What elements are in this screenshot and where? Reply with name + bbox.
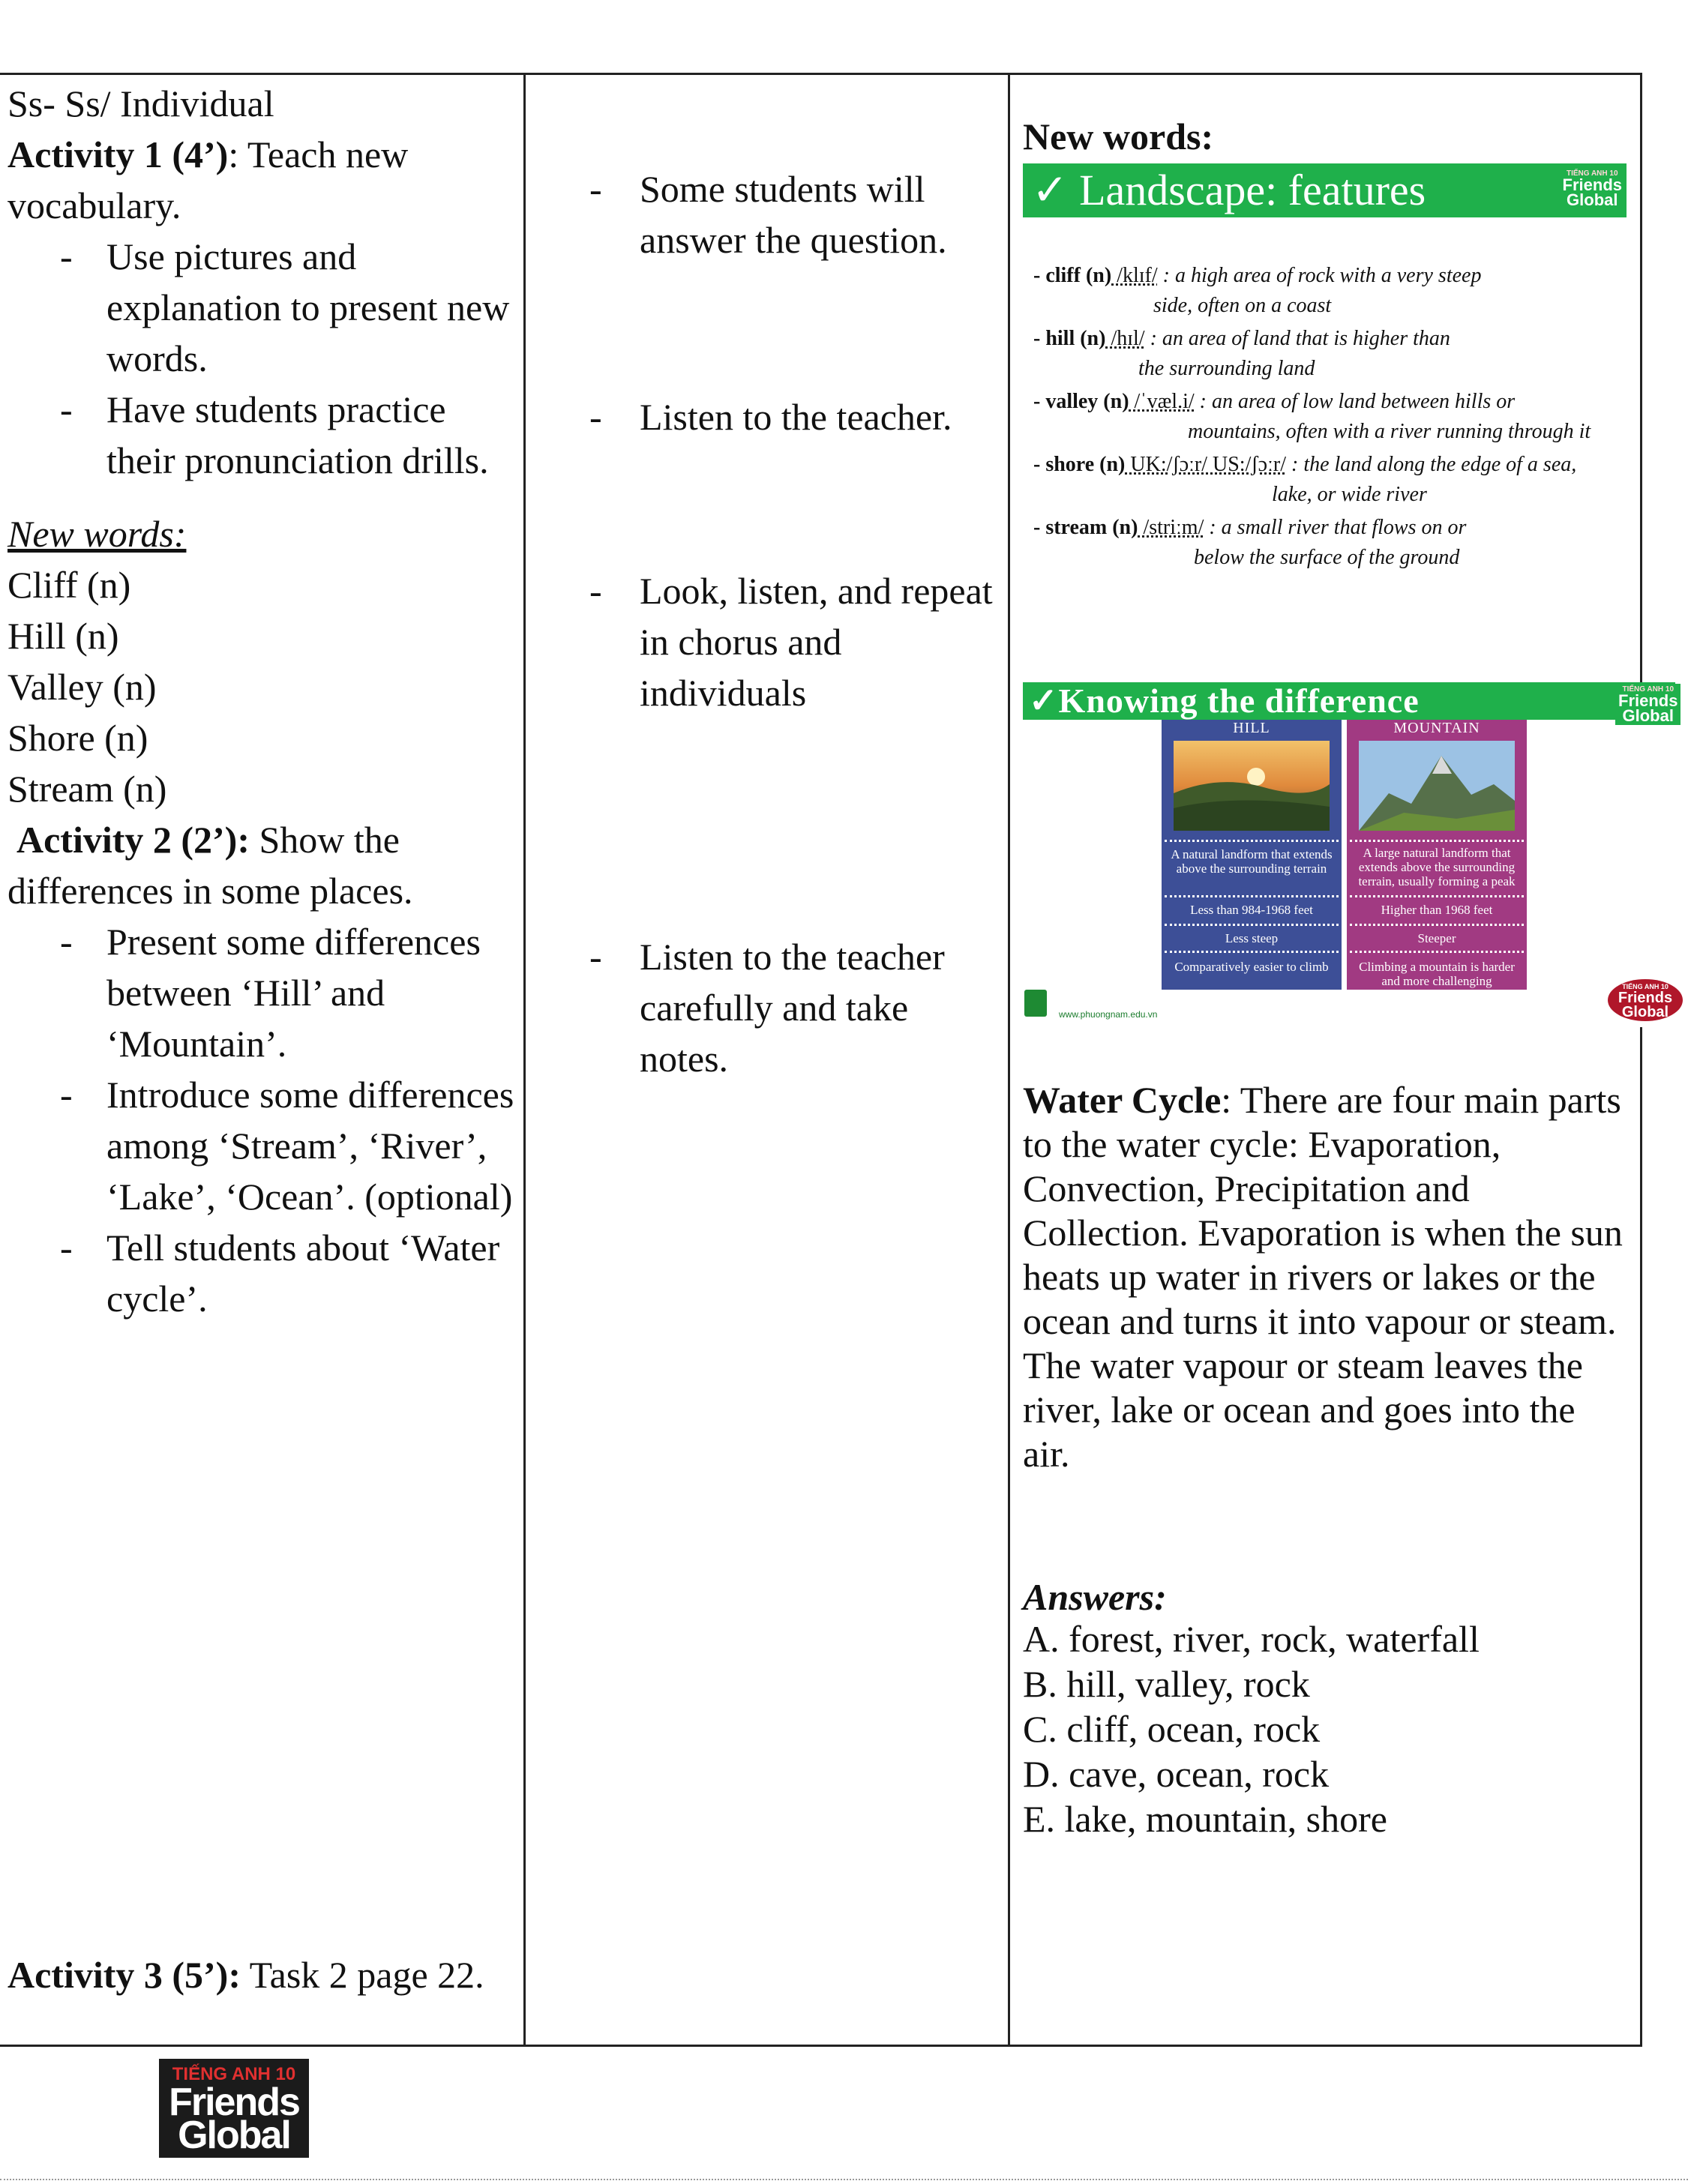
- friends-global-logo: TIẾNG ANH 10 Friends Global: [1562, 169, 1622, 209]
- definition-valley: - valley (n) /ˈvæl.i/ : an area of low land between hills or mountains, often with a river running through it: [1033, 390, 1591, 443]
- definition-cliff: - cliff (n) /klɪf/ : a high area of rock with a very steep side, often on a coast: [1033, 264, 1482, 317]
- definition-shore: - shore (n) UK:/ʃɔːr/ US:/ʃɔːr/ : the land along the edge of a sea, lake, or wide river: [1033, 453, 1577, 506]
- list-item: - Look, listen, and repeat in chorus and individuals: [589, 570, 993, 714]
- hill-photo-icon: [1174, 741, 1330, 831]
- list-item: - Some students will answer the question.: [589, 168, 947, 261]
- hill-height: Less than 984-1968 feet: [1190, 903, 1313, 917]
- activity-1-text: : Teach new vocabulary.: [7, 133, 409, 226]
- slide-title-bar: [1023, 682, 1675, 720]
- word-item: Hill (n): [7, 615, 119, 657]
- slide-title: ✓Knowing the difference: [1029, 682, 1420, 720]
- mountain-climb-card: [1347, 957, 1527, 990]
- water-cycle-paragraph: Water Cycle: There are four main parts to the water cycle: Evaporation, Convection, Precipitation and Collection. Evaporation is when the sun heats up water in rivers or lakes or the ocean and turns it into vapour or steam. The water vapour or steam leaves the river, lake or ocean and goes into the air.: [1023, 1079, 1623, 1475]
- list-item: - Have students practice their pronunciation drills.: [60, 388, 489, 481]
- friends-global-oval-logo: TIẾNG ANH 10 Friends Global: [1608, 979, 1683, 1021]
- list-item: B. hill, valley, rock: [1023, 1663, 1310, 1705]
- activity-1-label: Activity 1 (4’): [7, 133, 229, 175]
- hill-header: HILL: [1233, 720, 1270, 736]
- mountain-header: MOUNTAIN: [1393, 720, 1480, 736]
- footer-divider: [0, 2179, 1688, 2180]
- list-item: A. forest, river, rock, waterfall: [1023, 1618, 1480, 1660]
- slide-title-bar: [1023, 163, 1627, 217]
- list-item: - Present some differences between ‘Hill’ and ‘Mountain’.: [60, 921, 481, 1065]
- word-item: Cliff (n): [7, 564, 131, 606]
- answers-heading: Answers:: [1023, 1576, 1167, 1618]
- mountain-steepness: Steeper: [1417, 931, 1456, 945]
- activity-2-text: Show the differences in some places.: [7, 819, 413, 912]
- hill-steepness: Less steep: [1225, 931, 1279, 945]
- friends-global-logo: TIẾNG ANH 10 Friends Global: [1615, 684, 1681, 725]
- list-item: - Listen to the teacher.: [589, 396, 952, 438]
- hill-mountain-slide: [1023, 682, 1684, 1027]
- activity-3-text: Task 2 page 22.: [241, 1954, 484, 1996]
- teacher-activities-column: [7, 75, 517, 2045]
- mountain-card: [1347, 720, 1527, 961]
- word-item: Valley (n): [7, 666, 157, 708]
- new-words-heading: New words:: [7, 513, 187, 555]
- hill-climb-card: [1162, 957, 1342, 990]
- mountain-climb: Climbing a mountain is harder and more challenging: [1359, 960, 1515, 988]
- activity-3-label: Activity 3 (5’):: [7, 1954, 241, 1996]
- column-divider: [1008, 75, 1010, 2045]
- hill-climb: Comparatively easier to climb: [1174, 960, 1329, 974]
- new-words-heading: New words:: [1023, 115, 1214, 157]
- mountain-photo-icon: [1359, 741, 1515, 831]
- student-activities-column: [526, 75, 1008, 2045]
- definition-stream: - stream (n) /striːm/ : a small river that flows on or below the surface of the ground: [1033, 516, 1467, 569]
- interaction-mode: Ss- Ss/ Individual: [7, 82, 274, 124]
- hill-card: [1162, 720, 1342, 961]
- word-item: Shore (n): [7, 717, 148, 759]
- list-item: C. cliff, ocean, rock: [1023, 1708, 1321, 1750]
- mountain-height: Higher than 1968 feet: [1381, 903, 1493, 917]
- slide-title: ✓ Landscape: features: [1032, 166, 1426, 214]
- list-item: - Tell students about ‘Water cycle’.: [60, 1227, 500, 1320]
- friends-global-footer-logo: TIẾNG ANH 10 Friends Global: [159, 2059, 309, 2158]
- list-item: E. lake, mountain, shore: [1023, 1798, 1387, 1840]
- list-item: - Introduce some differences among ‘Stream’, ‘River’, ‘Lake’, ‘Ocean’. (optional): [60, 1074, 514, 1218]
- answers-list: [1023, 1616, 1630, 1841]
- definition-hill: - hill (n) /hɪl/ : an area of land that is higher than the surrounding land: [1033, 327, 1450, 380]
- landscape-features-slide: [1023, 163, 1627, 580]
- activity-1: [7, 129, 517, 231]
- activity-3: [7, 1949, 484, 2000]
- activity-2-label: Activity 2 (2’):: [16, 819, 250, 861]
- word-item: Stream (n): [7, 768, 167, 810]
- list-item: D. cave, ocean, rock: [1023, 1753, 1330, 1795]
- list-item: - Listen to the teacher carefully and take notes.: [589, 936, 945, 1080]
- hill-description: A natural landform that extends above the surrounding terrain: [1171, 847, 1333, 876]
- publisher-badge-icon: [1024, 990, 1047, 1017]
- list-item: - Use pictures and explanation to present new words.: [60, 235, 510, 379]
- activity-2: [7, 814, 517, 916]
- mountain-description: A large natural landform that extends above the surrounding terrain, usually forming a peak: [1358, 846, 1516, 888]
- website-link: www.phuongnam.edu.vn: [1059, 1009, 1158, 1020]
